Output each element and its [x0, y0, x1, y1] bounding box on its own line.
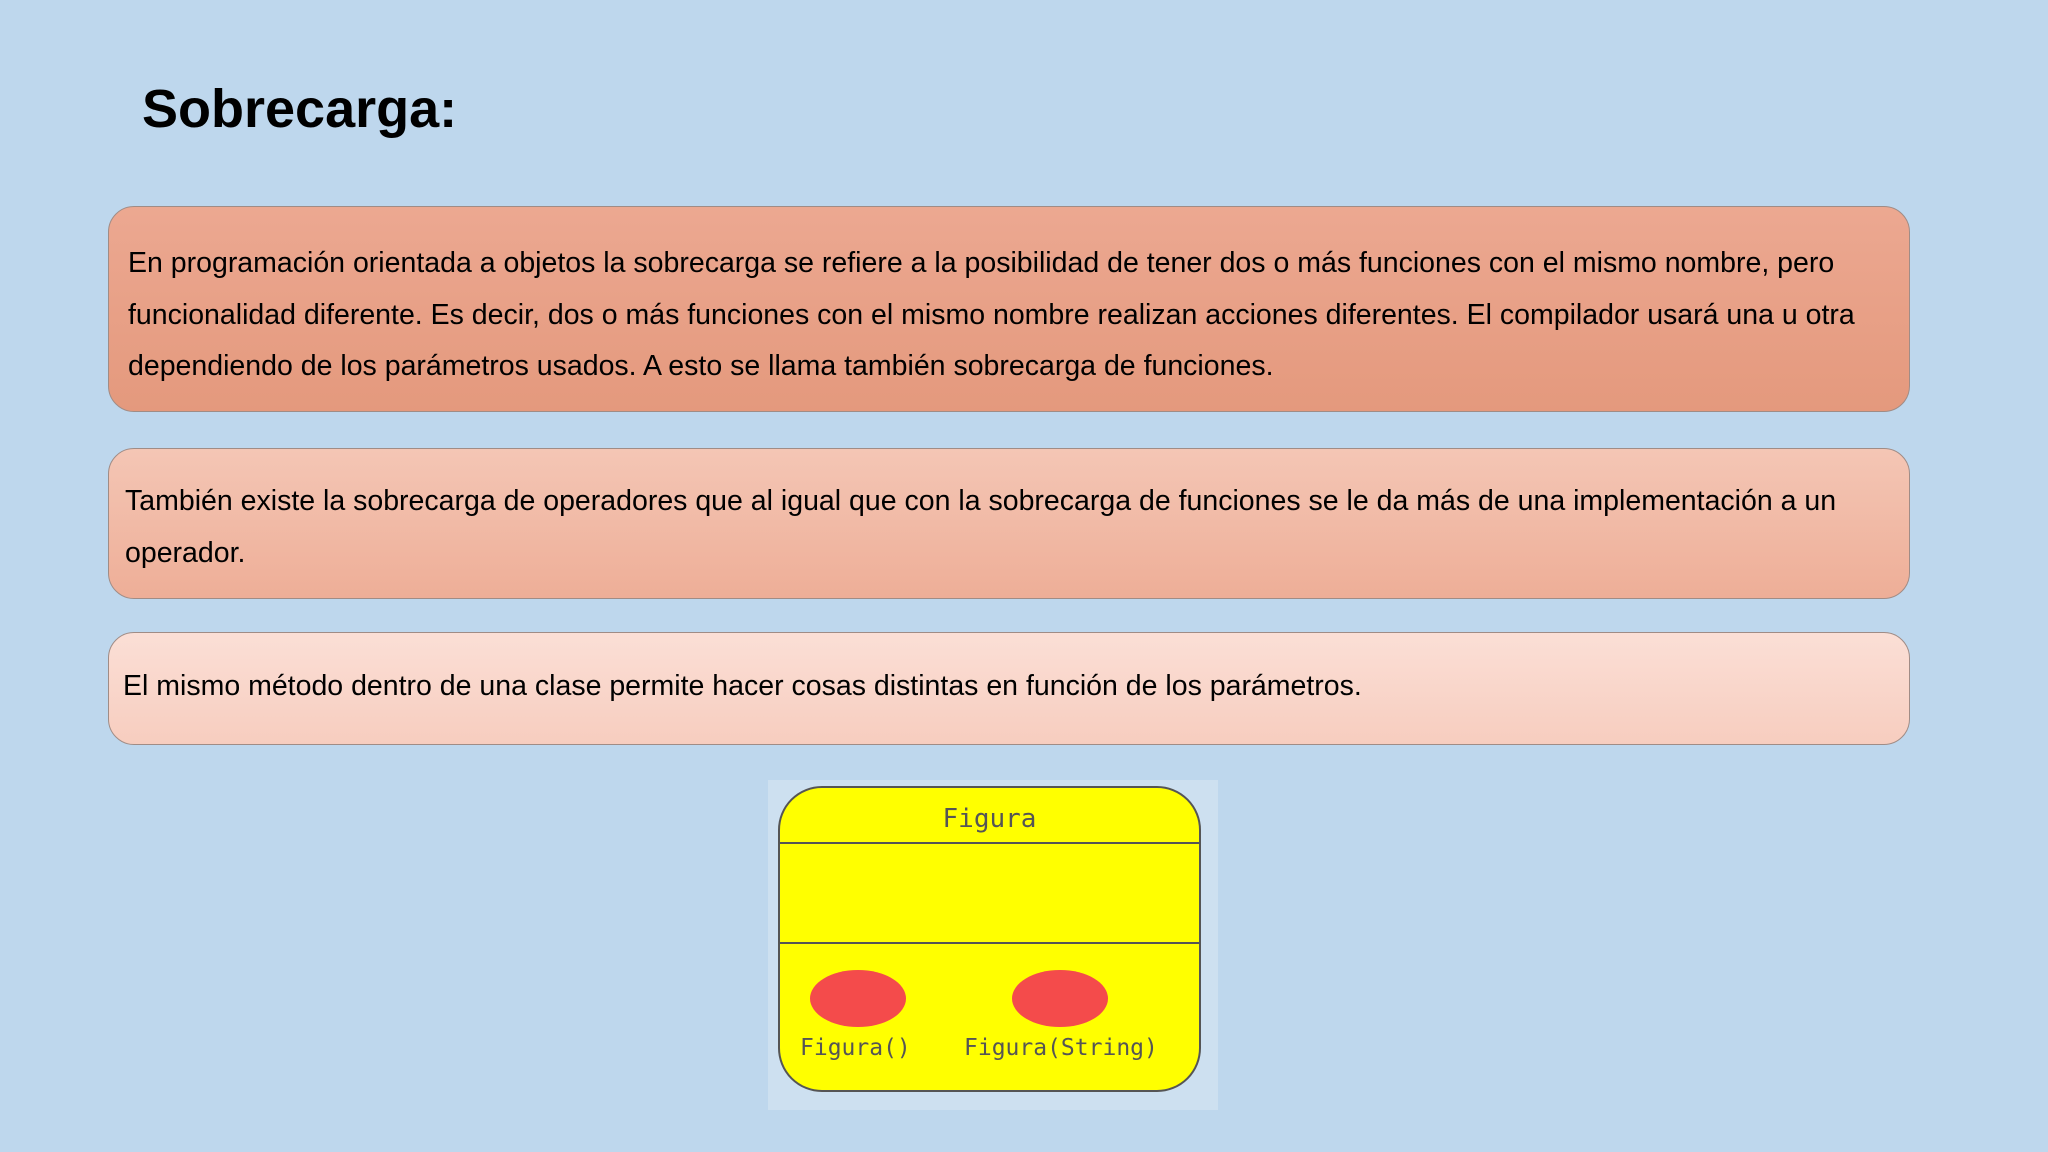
- uml-class-diagram: [768, 780, 1218, 1110]
- uml-class-box: [778, 786, 1201, 1092]
- method-oval-figura: [810, 970, 906, 1027]
- text-box-operator-overloading: También existe la sobrecarga de operadores que al igual que con la sobrecarga de funciones se le da más de una implementación a un operador.: [108, 448, 1910, 599]
- uml-class-name: Figura: [942, 804, 1037, 834]
- method-label-figura: Figura(): [800, 1035, 911, 1061]
- slide-title: Sobrecarga:: [142, 79, 458, 139]
- uml-divider-attributes: [780, 842, 1199, 844]
- method-oval-figura-string: [1012, 970, 1108, 1027]
- uml-divider-methods: [780, 942, 1199, 944]
- text-box-overloading-definition: En programación orientada a objetos la sobrecarga se refiere a la posibilidad de tener dos o más funciones con el mismo nombre, pero funcionalidad diferente. Es decir, dos o más funciones con el mismo nombre realizan acciones diferentes. El compilador usará una u otra dependiendo de los parámetros usados. A esto se llama también sobrecarga de funciones.: [108, 206, 1910, 412]
- text-box-method-summary: El mismo método dentro de una clase permite hacer cosas distintas en función de los parámetros.: [108, 632, 1910, 745]
- method-label-figura-string: Figura(String): [964, 1035, 1158, 1061]
